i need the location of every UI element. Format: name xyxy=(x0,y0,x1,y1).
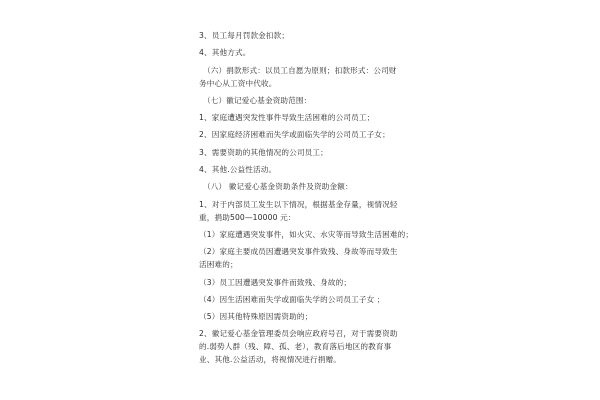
doc-line: 3、需要资助的其他情况的公司员工； xyxy=(199,147,328,157)
doc-line: 4、其他方式。 xyxy=(199,48,251,58)
doc-line: 2、因家庭经济困难而失学或面临失学的公司员工子女； xyxy=(199,130,390,140)
doc-line: （六）捐款形式：以员工自愿为原则；扣款形式：公司财 xyxy=(203,65,397,75)
doc-line: 重，捐助500—10000 元： xyxy=(199,212,296,222)
doc-line: 务中心从工资中代收。 xyxy=(199,78,277,88)
doc-line: 2、徽记爱心基金管理委员会响应政府号召，对于需要资助 xyxy=(199,329,398,339)
doc-line: （5）因其他特殊原因需资助的； xyxy=(199,312,313,322)
doc-line: （3）员工因遭遇突发事件而致残、身故的； xyxy=(199,277,352,287)
doc-line: （七）徽记爱心基金资助范围： xyxy=(203,95,312,105)
doc-line: 活困难的； xyxy=(199,260,238,270)
doc-line: 4、其他.公益性活动。 xyxy=(199,165,277,175)
doc-line: （八） 徽记爱心基金资助条件及资助金额： xyxy=(203,182,353,192)
doc-line: 3、员工每月罚款金扣款； xyxy=(199,31,290,40)
doc-line: 的.弱势人群（残、障、孤、老），教育落后地区的教育事 xyxy=(199,342,392,352)
doc-line: （1）家庭遭遇突发事件，如火灾、水灾等而导致生活困难的； xyxy=(199,229,414,239)
document-body xyxy=(199,30,414,372)
doc-line: 1、家庭遭遇突发性事件导致生活困难的公司员工； xyxy=(199,113,375,123)
doc-line: 业、其他.公益活动，将视情况进行捐赠。 xyxy=(199,355,341,365)
doc-line: （2）家庭主要成员因遭遇突发事件致残、身故等而导致生 xyxy=(199,247,398,257)
doc-line: （4）因生活困难而失学或面临失学的公司员工子女 ； xyxy=(199,294,385,304)
doc-line: 1、对于内部员工发生以下情况，根据基金存量，视情况轻 xyxy=(199,199,398,209)
